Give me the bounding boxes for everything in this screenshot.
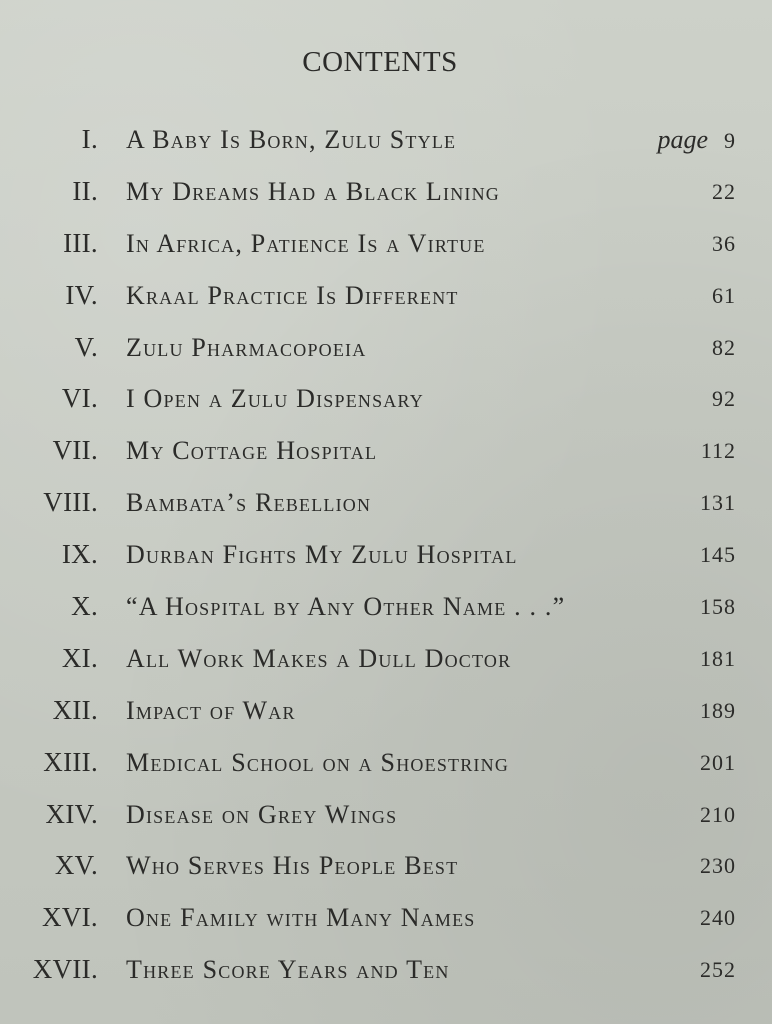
chapter-page-number: 61 <box>712 282 736 308</box>
toc-row-17 <box>0 944 772 996</box>
toc-row-10 <box>0 581 772 633</box>
chapter-numeral: XII. <box>52 694 98 725</box>
chapter-title: I Open a Zulu Dispensary <box>126 384 424 414</box>
page-word: page <box>657 125 708 154</box>
toc-row-9 <box>0 529 772 581</box>
chapter-title: Bambata’s Rebellion <box>126 488 372 518</box>
chapter-numeral: XV. <box>54 850 98 881</box>
chapter-page-number: 210 <box>700 801 736 827</box>
chapter-numeral: XIII. <box>43 746 98 777</box>
toc-row-1 <box>0 114 772 166</box>
toc-row-8 <box>0 477 772 529</box>
chapter-numeral: X. <box>71 591 98 622</box>
toc-row-16 <box>0 892 772 944</box>
chapter-page-number: 36 <box>712 230 736 256</box>
chapter-numeral: VIII. <box>43 487 98 518</box>
chapter-title: Medical School on a Shoestring <box>126 747 510 777</box>
chapter-page-number: 189 <box>700 697 736 723</box>
chapter-page-number: 230 <box>700 853 736 879</box>
chapter-page-number: 145 <box>700 542 736 568</box>
table-of-contents <box>0 114 772 996</box>
chapter-numeral: I. <box>81 124 98 154</box>
toc-row-6 <box>0 373 772 425</box>
chapter-numeral: IV. <box>65 279 98 310</box>
chapter-page-number: 9 <box>724 128 736 153</box>
chapter-title: Disease on Grey Wings <box>126 799 398 829</box>
chapter-numeral: VII. <box>52 435 98 466</box>
chapter-title: My Dreams Had a Black Lining <box>126 176 500 206</box>
chapter-numeral: VI. <box>61 383 98 414</box>
chapter-title: A Baby Is Born, Zulu Style <box>126 125 457 154</box>
chapter-numeral: II. <box>72 175 98 206</box>
chapter-numeral: XI. <box>61 642 98 673</box>
chapter-page-number: 201 <box>700 749 736 775</box>
chapter-numeral: XIV. <box>45 798 98 829</box>
chapter-page-number: 112 <box>700 438 736 464</box>
chapter-page <box>657 114 736 167</box>
chapter-numeral: XVII. <box>32 954 98 985</box>
toc-row-14 <box>0 789 772 841</box>
chapter-title: One Family with Many Names <box>126 903 476 933</box>
chapter-page-number: 240 <box>700 905 736 931</box>
chapter-title: All Work Makes a Dull Doctor <box>126 643 512 673</box>
chapter-page-number: 22 <box>712 178 736 204</box>
chapter-numeral: XVI. <box>42 902 98 933</box>
toc-row-3 <box>0 218 772 270</box>
chapter-page-number: 92 <box>712 386 736 412</box>
chapter-title: Durban Fights My Zulu Hospital <box>126 540 518 570</box>
chapter-page-number: 82 <box>712 334 736 360</box>
page-title: CONTENTS <box>302 46 458 78</box>
chapter-page-number: 158 <box>700 594 736 620</box>
chapter-page-number: 181 <box>700 645 736 671</box>
chapter-title: Who Serves His People Best <box>126 851 459 881</box>
chapter-title: My Cottage Hospital <box>126 436 378 466</box>
toc-row-13 <box>0 737 772 789</box>
chapter-title: Zulu Pharmacopoeia <box>126 332 367 362</box>
chapter-title: Impact of War <box>126 695 296 725</box>
chapter-title: In Africa, Patience Is a Virtue <box>126 228 486 258</box>
chapter-page-number: 131 <box>700 490 736 516</box>
chapter-numeral: IX. <box>61 539 98 570</box>
chapter-numeral: III. <box>63 227 98 258</box>
toc-row-4 <box>0 270 772 322</box>
chapter-title: Three Score Years and Ten <box>126 955 450 985</box>
chapter-title: “A Hospital by Any Other Name . . .” <box>126 592 566 622</box>
chapter-numeral: V. <box>74 331 98 362</box>
chapter-page-number: 252 <box>700 957 736 983</box>
toc-row-15 <box>0 840 772 892</box>
toc-row-11 <box>0 633 772 685</box>
toc-row-2 <box>0 166 772 218</box>
toc-row-5 <box>0 322 772 374</box>
toc-row-12 <box>0 685 772 737</box>
toc-row-7 <box>0 425 772 477</box>
chapter-title: Kraal Practice Is Different <box>126 280 459 310</box>
